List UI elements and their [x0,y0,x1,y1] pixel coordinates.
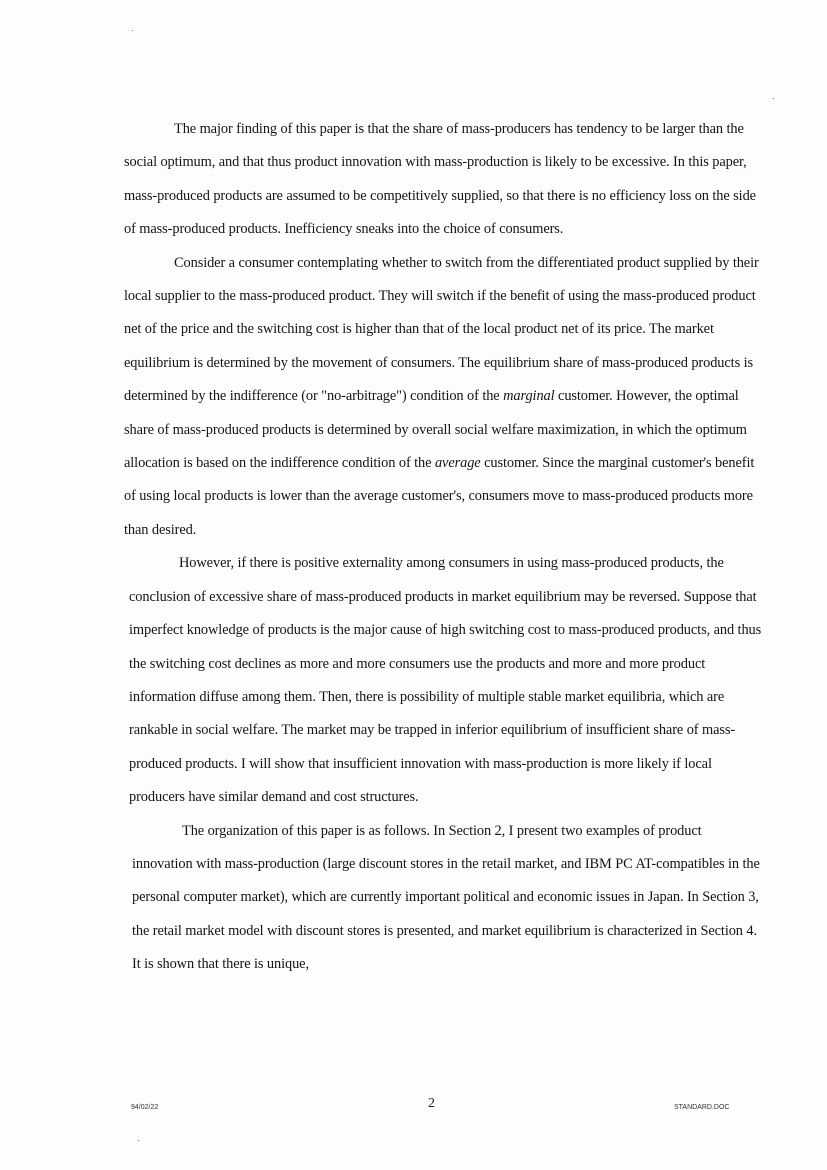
paragraph-text: customer. Since the marginal customer's benefit of using local products is lower than the average customer's, consumers move to mass-produced products more than desired. [124,455,755,538]
scan-speck [138,1140,139,1141]
scan-speck [773,98,774,99]
paragraph [124,113,764,247]
body-text [124,113,764,982]
paragraph [124,247,764,548]
paragraph [124,815,764,982]
page-number: 2 [428,1096,435,1111]
paragraph-text: customer. However, the optimal share of mass-produced products is determined by overall social welfare maximization, in which the optimum allocation is based on the indifference condition of the [124,388,747,472]
paragraph-text: The major finding of this paper is that the share of mass-producers has tendency to be larger than the social optimum, and that thus product innovation with mass-production is likely to be excessive. In this paper, mass-produced products are assumed to be competitively supplied, so that there is no efficiency loss on the side of mass-produced products. Inefficiency sneaks into the choice of consumers. [124,121,756,238]
paragraph-text: However, if there is positive externality among consumers in using mass-produced products, the conclusion of excessive share of mass-produced products in market equilibrium may be reversed. Suppose that imperfect knowledge of products is the major cause of high switching cost to mass-produced products, and thus the switching cost declines as more and more consumers use the products and more and more product information diffuse among them. Then, there is possibility of multiple stable market equilibria, which are rankable in social welfare. The market may be trapped in inferior equilibrium of insufficient share of mass-produced products. I will show that insufficient innovation with mass-production is more likely if local producers have similar demand and cost structures. [129,555,762,806]
footer-date: 94/02/22 [131,1104,159,1111]
paragraph-text: Consider a consumer contemplating whether to switch from the differentiated product supplied by their local supplier to the mass-produced product. They will switch if the benefit of using the mass-produced product net of the price and the switching cost is higher than that of the local product net of its price. The market equilibrium is determined by the movement of consumers. The equilibrium share of mass-produced products is determined by the indifference (or "no-arbitrage") condition of the [124,254,759,405]
emphasis-average: average [434,455,481,472]
scan-speck [132,30,133,31]
emphasis-marginal: marginal [503,388,555,405]
paragraph-text: The organization of this paper is as follows. In Section 2, I present two examples of product innovation with mass-production (large discount stores in the retail market, and IBM PC AT-compatibles in the personal computer market), which are currently important political and economic issues in Japan. In Section 3, the retail market model with discount stores is presented, and market equilibrium is characterized in Section 4. It is shown that there is unique, [132,822,760,973]
footer-filename: STANDARD.DOC [674,1104,730,1111]
paragraph [124,547,764,814]
